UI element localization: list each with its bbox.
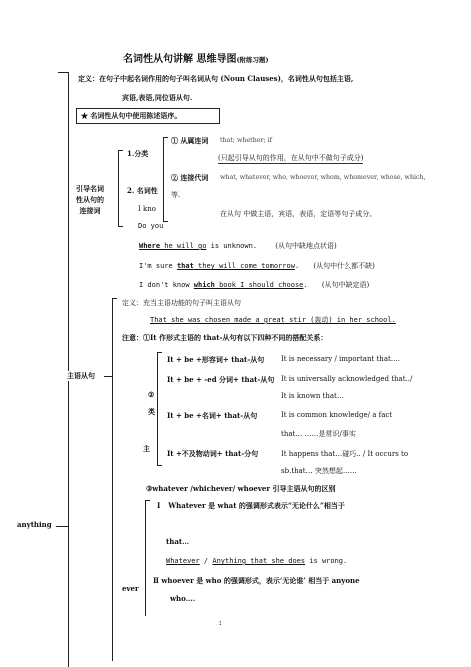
item2-extra: 等. (171, 191, 181, 199)
ever-label: ever (122, 584, 139, 593)
item1-words: that; whether; if (220, 137, 272, 144)
item1-title: ① 从属连词 (171, 136, 209, 145)
pattern-1-form: It + be +形容词+ that-从句 (167, 355, 265, 364)
pattern-2-example-b: It is known that… (281, 392, 344, 400)
whatever-example: Whatever / Anything that she does is wrong. (166, 557, 348, 565)
category-1-label: 1.分类 (127, 149, 149, 158)
example-sentence-2: I'm sure that they will come tomorrow. (从句中什么都不缺) (139, 262, 375, 270)
root-label-anything: anything (17, 520, 52, 529)
items-brace (163, 137, 168, 222)
item2-note: 在从句 中做主语，宾语，表语，定语等句子成分。 (220, 210, 377, 218)
pattern-2-form: It + be + -ed 分词+ that-从句 (167, 375, 275, 384)
example-sentence-1: Where he will go is unknown. (从句中缺地点状语) (139, 242, 337, 250)
whatever-item-1: I Whatever 是 what 的强调形式表示“无论什么”相当于 (157, 501, 345, 510)
patterns-brace (157, 352, 162, 466)
side-mark-subject: 主 (143, 444, 150, 453)
subject-clause-item-3: ③whatever /whichever/ whoever 引导主语从句的区别 (146, 484, 336, 493)
example-sentence-3: I don't know which book I should choose. (从句中缺定语) (139, 281, 370, 289)
pattern-1-example: It is necessary / important that…. (281, 355, 401, 363)
subject-clause-definition: 定义：充当主语功能的句子叫主语从句 (122, 299, 241, 307)
subject-clause-connector (104, 376, 113, 377)
pattern-3-form: It + be +名词+ that-从句 (167, 411, 258, 420)
word-order-note-box: ★ 名词性从句中使用陈述语序。 (76, 108, 220, 124)
subject-clause-note: 注意：①It 作形式主语的 that-从句有以下四种不同的搭配关系： (122, 333, 328, 342)
definition-line-1: 定义：在句子中起名词作用的句子叫名词从句 (Noun Clauses)，名词性从句包括主语, (78, 74, 354, 83)
top-tick (58, 72, 69, 73)
trailing-colon: : (219, 618, 222, 627)
example-k-fragment: I kno (138, 205, 156, 213)
subject-clause-brace (112, 298, 117, 661)
whoever-item-2-cont: who…. (170, 594, 196, 603)
pattern-4-example: It happens that…碰巧.. / It occurs to (281, 450, 409, 458)
whoever-item-2: Ⅱ whoever 是 who 的强调形式，表示‘无论谁’ 相当于 anyone (153, 576, 360, 585)
whatever-item-1-cont: that… (166, 537, 190, 546)
definition-line-2: 宾语,表语,同位语从句. (122, 93, 193, 102)
main-vertical-line (68, 72, 69, 667)
pattern-3-example: It is common knowledge/ a fact (281, 411, 393, 419)
title-note: (附练习题) (236, 56, 269, 64)
category-2-label: 2. 名词性 (127, 186, 158, 195)
pattern-3-example-b: that… ……是常识/事实 (281, 430, 356, 438)
page-title: 名词性从句讲解 思维导图(附练习题) (123, 54, 269, 65)
example-do-fragment: Do you (138, 222, 164, 230)
whatever-brace (145, 500, 150, 616)
subject-clause-example: That she was chosen made a great stir (轰动) in her school. (150, 316, 396, 324)
pattern-2-example: It is universally acknowledged that../ (281, 375, 413, 383)
pattern-4-form: It +不及物动词+ that-分句 (167, 449, 259, 458)
pattern-4-example-b: sb.that… 突然想起…… (281, 467, 357, 475)
introducer-label: 引导名词 性从句的 连接词 (76, 184, 104, 215)
item2-words: what, whatever, who, whoever, whom, whomever, whose, which, (220, 174, 426, 181)
side-mark-class: 类 (148, 407, 155, 416)
side-mark-2: ② (148, 390, 155, 399)
item1-note: (只起引导从句的作用，在从句中不做句子成分) (218, 154, 364, 162)
root-connector (56, 526, 68, 527)
subject-clause-label: 主语从句 (67, 371, 95, 380)
item2-title: ② 连接代词 (171, 173, 209, 182)
introducer-brace (118, 150, 123, 227)
